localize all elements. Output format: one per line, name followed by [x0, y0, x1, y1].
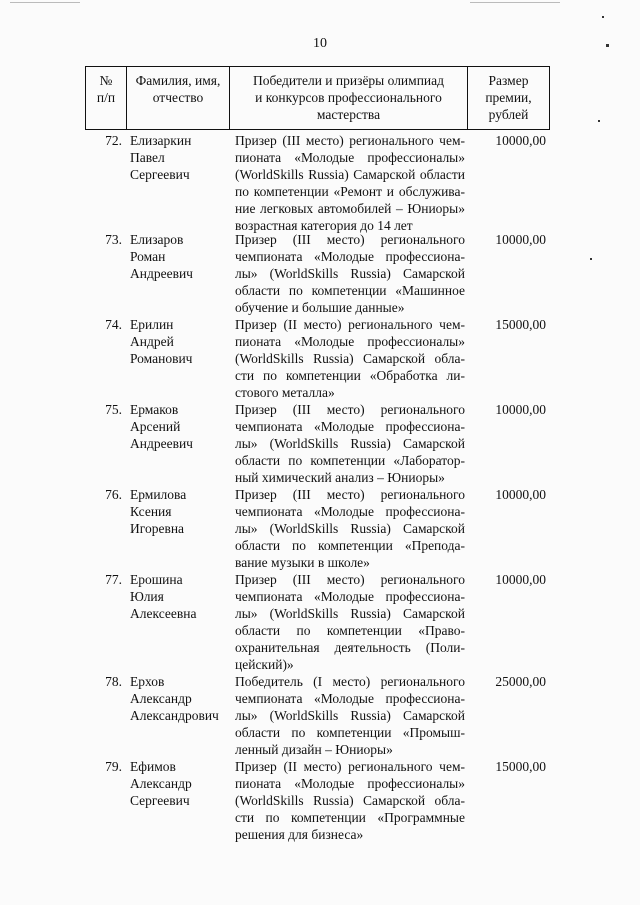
achievement-line: пионата «Молодые профессионалы»: [235, 150, 465, 165]
achievement-line: возрастная категория до 14 лет: [235, 218, 413, 233]
achievement-line: цейский)»: [235, 657, 294, 672]
table-row: [85, 401, 550, 486]
row-full-name: Елизаров Роман Андреевич: [130, 232, 193, 281]
row-achievement: [229, 673, 467, 758]
row-prize: 15000,00: [495, 317, 546, 332]
achievement-line: чемпионата «Молодые профессиона-: [235, 249, 465, 264]
achievement-line: пионата «Молодые профессионалы»: [235, 334, 465, 349]
row-achievement: [229, 758, 467, 843]
achievement-line: лы» (WorldSkills Russia) Самарской: [235, 266, 465, 281]
scan-speck: [590, 258, 592, 260]
achievement-line: Призер (III место) регионального: [235, 402, 465, 417]
table-row: [85, 486, 550, 571]
achievement-line: сти по компетенции «Обработка ли-: [235, 368, 465, 383]
achievement-line: чемпионата «Молодые профессиона-: [235, 589, 465, 604]
scan-speck: [10, 2, 80, 3]
row-prize: 10000,00: [495, 133, 546, 148]
achievement-line: области по компетенции «Машинное: [235, 283, 465, 298]
achievement-line: чемпионата «Молодые профессиона-: [235, 691, 465, 706]
achievement-line: сти по компетенции «Программные: [235, 810, 465, 825]
achievement-line: ние легковых автомобилей – Юниоры»: [235, 201, 465, 216]
achievement-line: ный химический анализ – Юниоры»: [235, 470, 445, 485]
row-number: 79.: [105, 759, 122, 774]
table-row: [85, 231, 550, 316]
row-achievement: [229, 401, 467, 486]
page-number: 10: [313, 36, 327, 51]
row-prize: 10000,00: [495, 572, 546, 587]
row-prize: 10000,00: [495, 402, 546, 417]
achievement-line: Призер (III место) регионального: [235, 487, 465, 502]
achievement-line: лы» (WorldSkills Russia) Самарской: [235, 606, 465, 621]
achievement-line: (WorldSkills Russia) Самарской обла-: [235, 351, 465, 366]
row-full-name: Ерилин Андрей Романович: [130, 317, 193, 366]
achievement-line: чемпионата «Молодые профессиона-: [235, 504, 465, 519]
achievement-line: чемпионата «Молодые профессиона-: [235, 419, 465, 434]
achievement-line: лы» (WorldSkills Russia) Самарской: [235, 521, 465, 536]
achievement-line: области по компетенции «Право-: [235, 623, 465, 638]
row-achievement: [229, 132, 467, 234]
row-achievement: [229, 316, 467, 401]
achievement-line: (WorldSkills Russia) Самарской области: [235, 167, 465, 182]
achievement-line: обучение и большие данные»: [235, 300, 405, 315]
achievement-line: лы» (WorldSkills Russia) Самарской: [235, 436, 465, 451]
achievement-line: области по компетенции «Лаборатор-: [235, 453, 465, 468]
row-number: 74.: [105, 317, 122, 332]
row-achievement: [229, 231, 467, 316]
header-achievement: Победители и призёры олимпиад и конкурсов профессионального мастерства: [229, 67, 467, 129]
header-full-name: Фамилия, имя, отчество: [126, 67, 229, 129]
row-prize: 15000,00: [495, 759, 546, 774]
header-prize: Размер премии, рублей: [467, 67, 550, 129]
achievement-line: ленный дизайн – Юниоры»: [235, 742, 393, 757]
row-achievement: [229, 571, 467, 673]
table-row: [85, 571, 550, 673]
scan-speck: [598, 120, 600, 122]
row-number: 72.: [105, 133, 122, 148]
achievement-line: Победитель (I место) регионального: [235, 674, 465, 689]
table-row: [85, 316, 550, 401]
row-full-name: Ерхов Александр Александрович: [130, 674, 219, 723]
scan-speck: [606, 44, 609, 47]
achievement-line: (WorldSkills Russia) Самарской обла-: [235, 793, 465, 808]
row-full-name: Ермаков Арсений Андреевич: [130, 402, 193, 451]
table-row: [85, 673, 550, 758]
achievement-line: охранительная деятельность (Поли-: [235, 640, 465, 655]
row-full-name: Ерошина Юлия Алексеевна: [130, 572, 197, 621]
achievement-line: стового металла»: [235, 385, 335, 400]
achievement-line: решения для бизнеса»: [235, 827, 364, 842]
row-number: 73.: [105, 232, 122, 247]
row-achievement: [229, 486, 467, 571]
achievement-line: Призер (III место) регионального: [235, 232, 465, 247]
achievement-line: Призер (II место) регионального чем-: [235, 317, 465, 332]
achievement-line: Призер (III место) регионального: [235, 572, 465, 587]
achievement-line: по компетенции «Ремонт и обслужива-: [235, 184, 465, 199]
row-prize: 10000,00: [495, 232, 546, 247]
scan-speck: [602, 16, 604, 18]
row-number: 76.: [105, 487, 122, 502]
achievement-line: пионата «Молодые профессионалы»: [235, 776, 465, 791]
achievement-line: области по компетенции «Промыш-: [235, 725, 465, 740]
table-header: [85, 66, 550, 130]
row-number: 77.: [105, 572, 122, 587]
achievement-line: области по компетенции «Препода-: [235, 538, 465, 553]
row-full-name: Елизаркин Павел Сергеевич: [130, 133, 192, 182]
row-number: 78.: [105, 674, 122, 689]
awards-table: [85, 66, 550, 843]
table-row: [85, 132, 550, 233]
achievement-line: Призер (III место) регионального чем-: [235, 133, 465, 148]
scan-speck: [470, 2, 560, 3]
header-number: № п/п: [85, 67, 126, 129]
row-full-name: Ефимов Александр Сергеевич: [130, 759, 192, 808]
row-full-name: Ермилова Ксения Игоревна: [130, 487, 187, 536]
row-number: 75.: [105, 402, 122, 417]
table-body: [85, 132, 550, 843]
achievement-line: Призер (II место) регионального чем-: [235, 759, 465, 774]
achievement-line: лы» (WorldSkills Russia) Самарской: [235, 708, 465, 723]
row-prize: 10000,00: [495, 487, 546, 502]
achievement-line: вание музыки в школе»: [235, 555, 370, 570]
row-prize: 25000,00: [495, 674, 546, 689]
table-row: [85, 758, 550, 843]
